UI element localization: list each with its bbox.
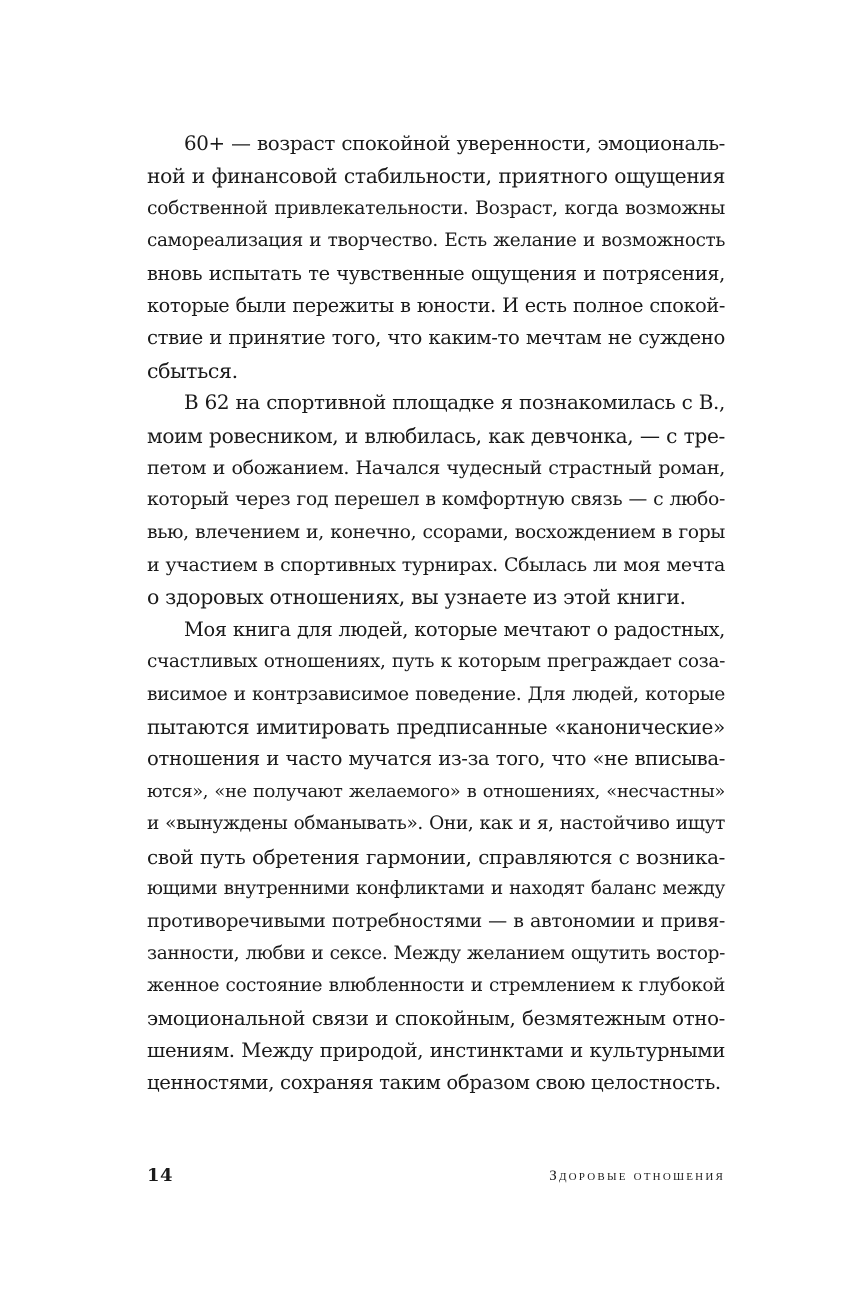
- text-line: сбыться.: [147, 358, 238, 383]
- text-line: эмоциональной связи и спокойным, безмятежным отно-: [147, 1006, 725, 1030]
- text-line: шениям. Между природой, инстинктами и культурными: [147, 1038, 725, 1062]
- text-line: вью, влечением и, конечно, ссорами, восхождением в горы: [147, 521, 725, 543]
- text-line: моим ровесником, и влюбилась, как девчонка, — с тре-: [147, 423, 725, 448]
- text-line: висимое и контрзависимое поведение. Для людей, которые: [147, 683, 725, 705]
- text-line: счастливых отношениях, путь к которым преграждает соза-: [147, 651, 725, 673]
- text-line: ной и финансовой стабильности, приятного ощущения: [147, 164, 725, 189]
- page-footer: [147, 1162, 725, 1190]
- paragraph-3: [147, 614, 725, 1100]
- text-line: собственной привлекательности. Возраст, когда возможны: [147, 197, 725, 219]
- text-line: свой путь обретения гармонии, справляются с возника-: [147, 844, 725, 869]
- text-line: вновь испытать те чувственные ощущения и потрясения,: [147, 261, 725, 285]
- text-line: 60+ — возраст спокойной уверенности, эмоциональ-: [184, 132, 725, 155]
- text-line: отношения и часто мучатся из-за того, что «не вписыва-: [147, 747, 725, 771]
- text-line: противоречивыми потребностями — в автономии и привя-: [147, 910, 725, 933]
- text-line: В 62 на спортивной площадке я познакомилась с В.,: [184, 391, 725, 415]
- text-line: ствие и принятие того, что каким-то мечтам не суждено: [147, 326, 725, 350]
- text-line: ющими внутренними конфликтами и находят баланс между: [147, 877, 725, 899]
- text-line: петом и обожанием. Начался чудесный страстный роман,: [147, 455, 725, 479]
- text-line: самореализация и творчество. Есть желание и возможность: [147, 230, 725, 252]
- text-line: Моя книга для людей, которые мечтают о радостных,: [184, 617, 725, 641]
- text-line: ются», «не получают желаемого» в отношениях, «несчастны»: [147, 780, 725, 802]
- text-line: который через год перешел в комфортную связь — с любо-: [147, 489, 725, 511]
- page-number: 14: [147, 1165, 174, 1186]
- running-title: Здоровые отношения: [549, 1168, 725, 1184]
- text-line: занности, любви и сексе. Между желанием ощутить востор-: [147, 942, 725, 964]
- paragraph-1: [147, 128, 725, 387]
- text-line: и участием в спортивных турнирах. Сбылась ли моя мечта: [147, 554, 725, 577]
- text-line: о здоровых отношениях, вы узнаете из этой книги.: [147, 585, 686, 610]
- text-line: и «вынуждены обманывать». Они, как и я, настойчиво ищут: [147, 813, 725, 835]
- text-line: ценностями, сохраняя таким образом свою целостность.: [147, 1071, 721, 1095]
- paragraph-2: [147, 387, 725, 614]
- text-line: женное состояние влюбленности и стремлением к глубокой: [147, 975, 725, 997]
- text-line: которые были пережиты в юности. И есть полное спокой-: [147, 293, 725, 317]
- text-line: пытаются имитировать предписанные «канонические»: [147, 715, 725, 740]
- body-text: [147, 128, 725, 1100]
